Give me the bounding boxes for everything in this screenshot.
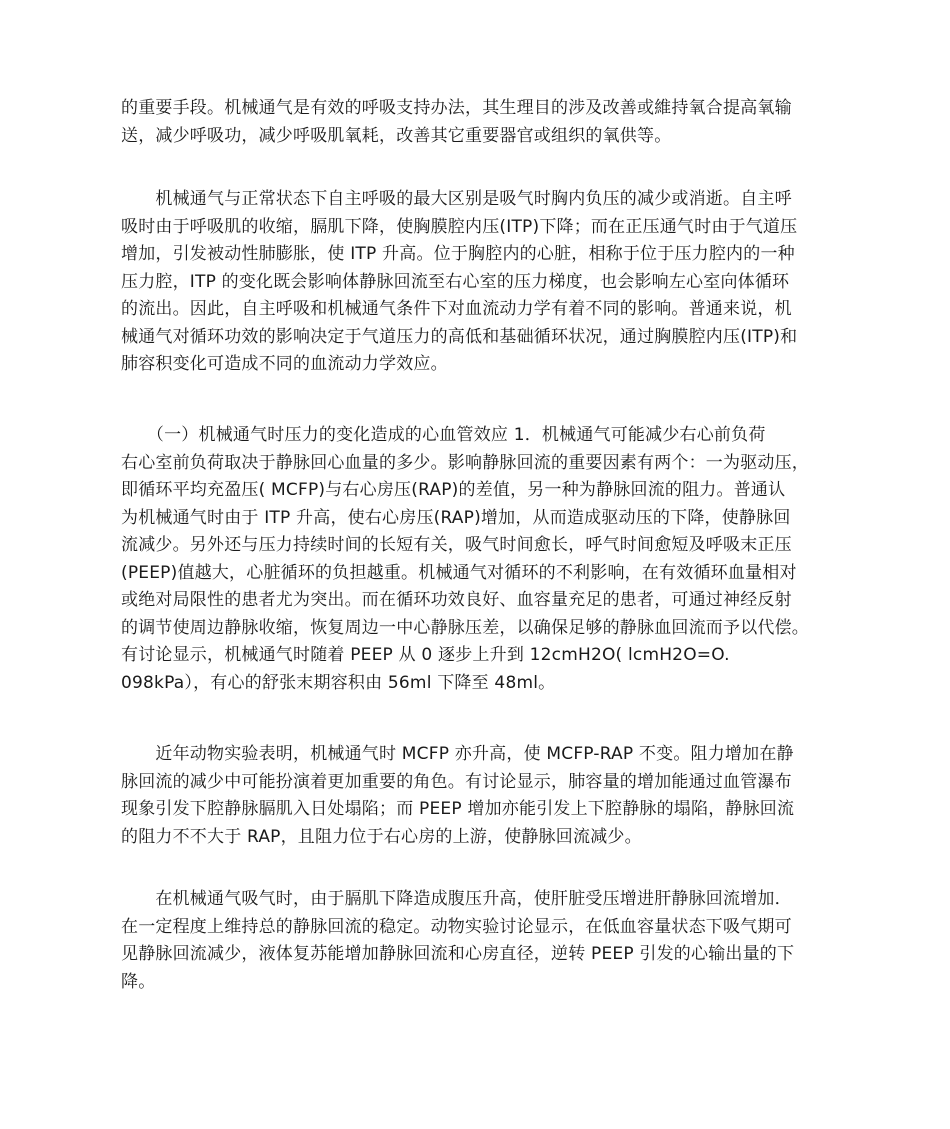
- paragraph-5: [121, 886, 833, 996]
- text-line: 送，减少呼吸功，减少呼吸肌氧耗，改善其它重要器官或组织的氧供等。: [121, 125, 672, 146]
- paragraph-1: [121, 95, 833, 150]
- text-line: 098kPa），有心的舒张末期容积由 56ml 下降至 48ml。: [121, 672, 556, 693]
- text-line: 为机械通气时由于 ITP 升高，使右心房压(RAP)增加，从而造成驱动压的下降，使静脉回: [121, 507, 791, 528]
- text-line: 的重要手段。机械通气是有效的呼吸支持办法，其生理目的涉及改善或維持氧合提高氧输: [121, 98, 792, 118]
- text-line: 现象引发下腔静脉膈肌入日处塌陷；而 PEEP 增加亦能引发上下腔静脉的塌陷，静脉回流: [121, 799, 795, 819]
- text-line: 有讨论显示，机械通气时随着 PEEP 从 0 逐步上升到 12cmH2O( lcmH2O=O.: [121, 645, 730, 665]
- text-line: 增加，引发被动性肺膨胀，使 ITP 升高。位于胸腔内的心脏，相称于位于压力腔内的一种: [121, 244, 795, 264]
- paragraph-3: [121, 422, 833, 697]
- text-line: 在机械通气吸气时，由于膈肌下降造成腹压升高，使肝脏受压增进肝静脉回流增加．: [121, 889, 792, 909]
- text-line: 的流出。因此，自主呼吸和机械通气条件下对血流动力学有着不同的影响。普通来说，机: [121, 299, 792, 319]
- text-line: 的阻力不不大于 RAP，且阻力位于右心房的上游，使静脉回流减少。: [121, 826, 642, 847]
- text-line: 降。: [121, 971, 156, 992]
- text-line: 肺容积变化可造成不同的血流动力学效应。: [121, 354, 448, 374]
- text-line: 机械通气与正常状态下自主呼吸的最大区别是吸气时胸内负压的减少或消逝。自主呼: [121, 189, 792, 209]
- text-line: 压力腔，ITP 的变化既会影响体静脉回流至右心室的压力梯度，也会影响左心室向体循环: [121, 271, 790, 292]
- paragraph-2: [121, 186, 833, 379]
- text-line: 脉回流的减少中可能扮演着更加重要的角色。有讨论显示，肺容量的增加能通过血管瀑布: [121, 771, 792, 792]
- text-line: 的调节使周边静脉收缩，恢复周边一中心静脉压差，以确保足够的静脉血回流而予以代偿。: [121, 617, 809, 638]
- text-line: 即循环平均充盈压( MCFP)与右心房压(RAP)的差值，另一种为静脉回流的阻力。普通认: [121, 480, 786, 500]
- text-line: 流减少。另外还与压力持续时间的长短有关，吸气时间愈长，呼气时间愈短及呼吸末正压: [121, 535, 792, 555]
- paragraph-4: [121, 741, 833, 851]
- text-line: 右心室前负荷取决于静脉回心血量的多少。影响静脉回流的重要因素有两个：一为驱动压，: [121, 452, 809, 473]
- text-line: 近年动物实验表明，机械通气时 MCFP 亦升高，使 MCFP-RAP 不变。阻力增加在静: [121, 744, 794, 764]
- text-line: 在一定程度上维持总的静脉回流的稳定。动物实验讨论显示，在低血容量状态下吸气期可: [121, 916, 792, 937]
- text-line: 见静脉回流减少，液体复苏能增加静脉回流和心房直径，逆转 PEEP 引发的心输出量的下: [121, 944, 795, 964]
- text-line: 或绝对局限性的患者尤为突出。而在循环功效良好、血容量充足的患者，可通过神经反射: [121, 590, 792, 610]
- text-line: （一）机械通气时压力的变化造成的心血管效应 1．机械通气可能减少右心前负荷: [121, 425, 766, 445]
- text-line: (PEEP)值越大，心脏循环的负担越重。机械通气对循环的不利影响，在有效循环血量相对: [121, 562, 797, 583]
- text-line: 吸时由于呼吸肌的收缩，膈肌下降，使胸膜腔内压(ITP)下降；而在正压通气时由于气道压: [121, 216, 798, 237]
- text-line: 械通气对循环功效的影响决定于气道压力的高低和基础循环状况，通过胸膜腔内压(ITP)和: [121, 326, 798, 347]
